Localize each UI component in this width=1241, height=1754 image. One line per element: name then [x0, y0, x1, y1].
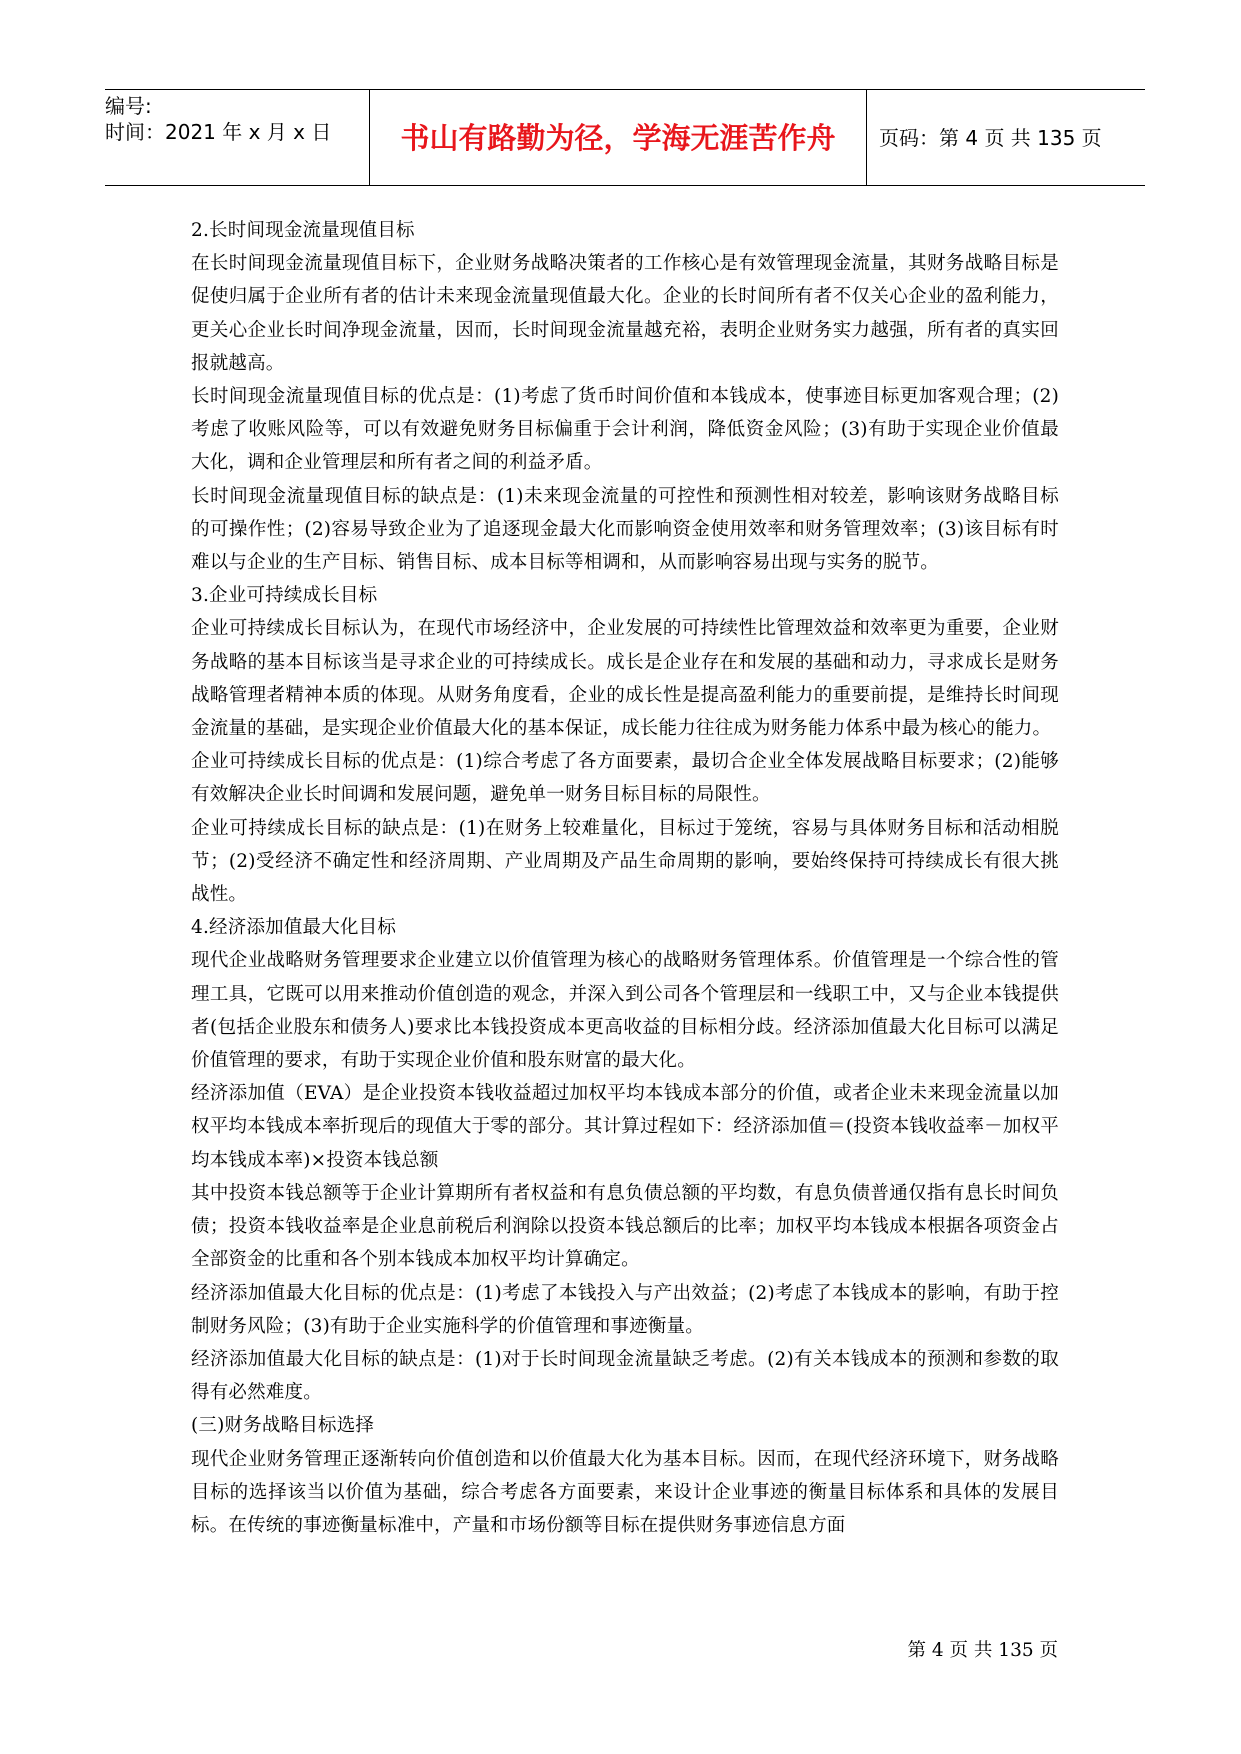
body-paragraph: 长时间现金流量现值目标的优点是：(1)考虑了货币时间价值和本钱成本，使事迹目标更加客观合理；(2)考虑了收账风险等，可以有效避免财务目标偏重于会计利润，降低资金风险；(3)有助于实现企业价值最大化，调和企业管理层和所有者之间的利益矛盾。 — [191, 386, 1059, 474]
body-paragraph: 经济添加值最大化目标的优点是：(1)考虑了本钱投入与产出效益；(2)考虑了本钱成本的影响，有助于控制财务风险；(3)有助于企业实施科学的价值管理和事迹衡量。 — [191, 1282, 1059, 1337]
body-paragraph: 经济添加值最大化目标的缺点是：(1)对于长时间现金流量缺乏考虑。(2)有关本钱成本的预测和参数的取得有必然难度。 — [191, 1348, 1059, 1404]
header-middle-cell — [369, 90, 867, 185]
header-motto: 书山有路勤为径，学海无涯苦作舟 — [400, 121, 836, 155]
document-body — [191, 214, 1059, 1542]
section-heading: (三)财务战略目标选择 — [191, 1415, 375, 1437]
header-left-cell — [105, 90, 369, 185]
body-paragraph: 企业可持续成长目标的优点是：(1)综合考虑了各方面要素，最切合企业全体发展战略目标要求；(2)能够有效解决企业长时间调和发展问题，避免单一财务目标目标的局限性。 — [191, 751, 1059, 806]
page-header — [105, 89, 1145, 186]
body-paragraph: 其中投资本钱总额等于企业计算期所有者权益和有息负债总额的平均数，有息负债普通仅指有息长时间负债；投资本钱收益率是企业息前税后利润除以投资本钱总额后的比率；加权平均本钱成本根据各项资金占全部资金的比重和各个别本钱成本加权平均计算确定。 — [191, 1182, 1059, 1271]
body-paragraph: 现代企业战略财务管理要求企业建立以价值管理为核心的战略财务管理体系。价值管理是一个综合性的管理工具，它既可以用来推动价值创造的观念，并深入到公司各个管理层和一线职工中，又与企业本钱提供者(包括企业股东和债务人)要求比本钱投资成本更高收益的目标相分歧。经济添加值最大化目标可以满足价值管理的要求，有助于实现企业价值和股东财富的最大化。 — [191, 950, 1059, 1072]
document-number-label: 编号: — [105, 94, 152, 118]
body-paragraph: 长时间现金流量现值目标的缺点是：(1)未来现金流量的可控性和预测性相对较差，影响该财务战略目标的可操作性；(2)容易导致企业为了追逐现金最大化而影响资金使用效率和财务管理效率；(3)该目标有时难以与企业的生产目标、销售目标、成本目标等相调和，从而影响容易出现与实务的脱节。 — [191, 485, 1059, 574]
header-page-label: 页码：第 4 页 共 135 页 — [879, 126, 1102, 150]
section-heading: 2.长时间现金流量现值目标 — [191, 220, 415, 241]
body-paragraph: 现代企业财务管理正逐渐转向价值创造和以价值最大化为基本目标。因而，在现代经济环境下，财务战略目标的选择该当以价值为基础，综合考虑各方面要素，来设计企业事迹的衡量目标体系和具体的发展目标。在传统的事迹衡量标准中，产量和市场份额等目标在提供财务事迹信息方面 — [191, 1448, 1059, 1536]
body-paragraph: 企业可持续成长目标认为，在现代市场经济中，企业发展的可持续性比管理效益和效率更为重要，企业财务战略的基本目标该当是寻求企业的可持续成长。成长是企业存在和发展的基础和动力，寻求成长是财务战略管理者精神本质的体现。从财务角度看，企业的成长性是提高盈利能力的重要前提，是维持长时间现金流量的基础，是实现企业价值最大化的基本保证，成长能力往往成为财务能力体系中最为核心的能力。 — [191, 618, 1059, 740]
section-heading: 4.经济添加值最大化目标 — [191, 917, 397, 939]
header-right-cell — [867, 90, 1145, 185]
document-time-label: 时间：2021 年 x 月 x 日 — [105, 120, 332, 144]
body-paragraph: 企业可持续成长目标的缺点是：(1)在财务上较难量化，目标过于笼统，容易与具体财务目标和活动相脱节；(2)受经济不确定性和经济周期、产业周期及产品生命周期的影响，要始终保持可持续成长有很大挑战性。 — [191, 817, 1059, 906]
body-paragraph: 经济添加值（EVA）是企业投资本钱收益超过加权平均本钱成本部分的价值，或者企业未来现金流量以加权平均本钱成本率折现后的现值大于零的部分。其计算过程如下：经济添加值＝(投资本钱收益率－加权平均本钱成本率)×投资本钱总额 — [191, 1083, 1059, 1171]
page-footer: 第 4 页 共 135 页 — [907, 1640, 1058, 1661]
body-paragraph: 在长时间现金流量现值目标下，企业财务战略决策者的工作核心是有效管理现金流量，其财务战略目标是促使归属于企业所有者的估计未来现金流量现值最大化。企业的长时间所有者不仅关心企业的盈利能力，更关心企业长时间净现金流量，因而，长时间现金流量越充裕，表明企业财务实力越强，所有者的真实回报就越高。 — [191, 253, 1059, 374]
section-heading: 3.企业可持续成长目标 — [191, 585, 378, 607]
